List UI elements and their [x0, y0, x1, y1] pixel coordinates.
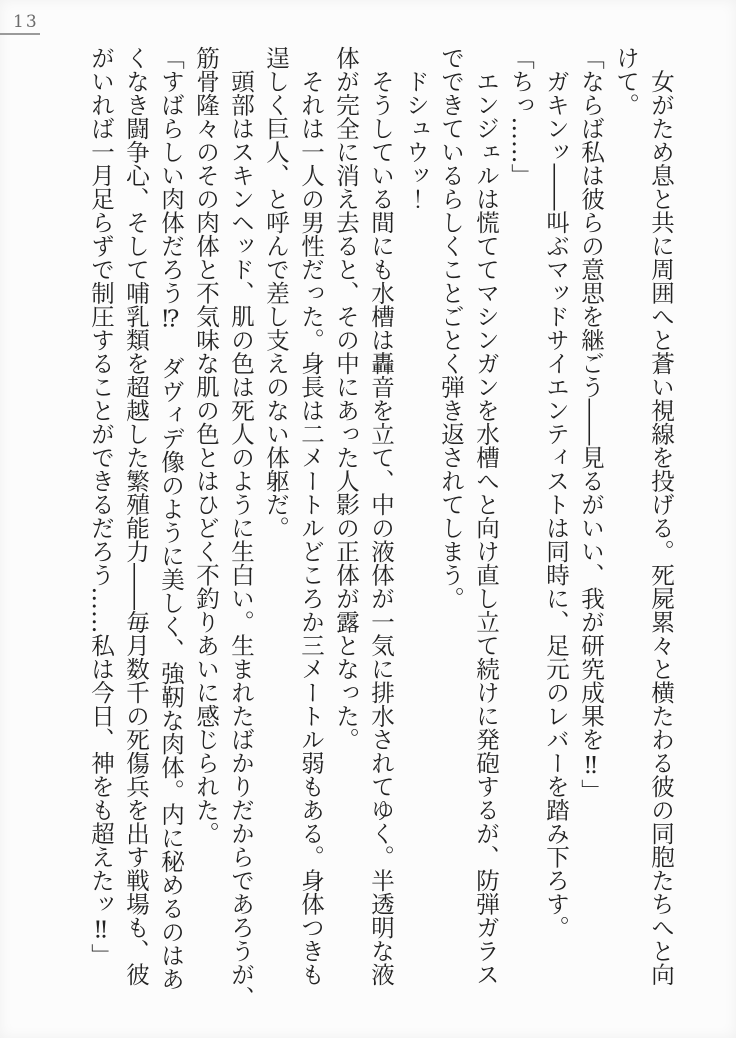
text-column: そうしている間にも水槽は轟音を立て、中の液体が一気に排水されてゆく。半透明な液	[367, 46, 395, 986]
text-column: ドシュウッ！	[402, 46, 430, 211]
text-column: 頭部はスキンヘッド、肌の色は死人のように生白い。生まれたばかりだからであろうが、	[227, 46, 255, 1010]
text-column: 逞しく巨人、と呼んで差し支えのない体躯だ。	[262, 46, 290, 540]
text-column: 筋骨隆々のその肉体と不気味な肌の色とはひどく不釣りあいに感じられた。	[192, 46, 220, 845]
text-column: 「すばらしい肉体だろう⁉ ダヴィデ像のように美しく、強靭な肉体。内に秘めるのはあ	[157, 46, 185, 991]
text-column: 女がため息と共に周囲へと蒼い視線を投げる。死屍累々と横たわる彼の同胞たちへと向	[647, 46, 675, 986]
text-column: エンジェルは慌ててマシンガンを水槽へと向け直し立て続けに発砲するが、防弾ガラス	[472, 46, 500, 986]
text-block	[83, 46, 678, 1018]
text-column: がいれば一月足らずで制圧することができるだろう……私は今日、神をも超えたッ‼」	[87, 46, 115, 967]
text-column: ガキンッ――叫ぶマッドサイエンティストは同時に、足元のレバーを踏み下ろす。	[542, 46, 570, 939]
text-column: それは一人の男性だった。身長は二メートルどころか三メートル弱もある。身体つきも	[297, 46, 325, 986]
page-number-rule	[0, 33, 40, 35]
page-number: 13	[13, 12, 39, 32]
text-column: 「ならば私は彼らの意思を継ごう――見るがいい、我が研究成果を‼」	[577, 46, 605, 803]
text-column: くなき闘争心、そして哺乳類を超越した繁殖能力――毎月数千の死傷兵を出す戦場も、彼	[122, 46, 150, 986]
text-column: けて。	[612, 46, 640, 117]
text-column: 「ちっ……」	[507, 46, 535, 187]
text-column: でできているらしくことごとく弾き返されてしまう。	[437, 46, 465, 610]
text-column: 体が完全に消え去ると、その中にあった人影の正体が露となった。	[332, 46, 360, 751]
